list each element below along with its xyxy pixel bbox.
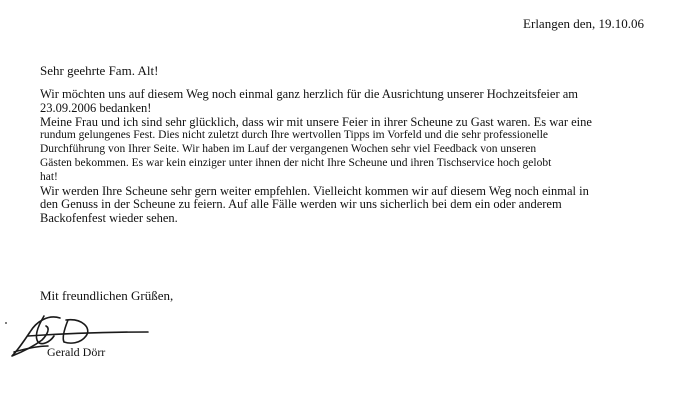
body-line: Gästen bekommen. Es war kein einziger unter ihnen der nicht Ihre Scheune und ihren Tischservice hoch gelobt <box>40 156 552 169</box>
body-line: den Genuss in der Scheune zu feiern. Auf alle Fälle werden wir uns sicherlich bei dem ein oder anderem <box>40 197 562 212</box>
body-line: 23.09.2006 bedanken! <box>40 100 152 115</box>
signer-name: Gerald Dörr <box>47 345 106 359</box>
body-line: Meine Frau und ich sind sehr glücklich, dass wir mit unsere Feier in ihrer Scheune zu Gast waren. Es war eine <box>40 114 592 129</box>
letter-body <box>40 88 650 226</box>
body-line: Wir werden Ihre Scheune sehr gern weiter empfehlen. Vielleicht kommen wir auf diesem Weg noch einmal in <box>40 183 589 198</box>
body-line: Backofenfest wieder sehen. <box>40 211 178 226</box>
body-line: rundum gelungenes Fest. Dies nicht zuletzt durch Ihre wertvollen Tipps im Vorfeld und die sehr professionelle <box>40 129 549 142</box>
body-line: Wir möchten uns auf diesem Weg noch einmal ganz herzlich für die Ausrichtung unserer Hochzeitsfeier am <box>40 87 579 101</box>
scan-speck <box>5 322 7 324</box>
body-line: Durchführung von Ihrer Seite. Wir haben im Lauf der vergangenen Wochen sehr viel Feedback von unseren <box>40 143 537 156</box>
closing: Mit freundlichen Grüßen, <box>40 288 174 303</box>
salutation: Sehr geehrte Fam. Alt! <box>40 63 159 78</box>
body-line: hat! <box>40 170 58 183</box>
letter-date: Erlangen den, 19.10.06 <box>523 16 644 31</box>
